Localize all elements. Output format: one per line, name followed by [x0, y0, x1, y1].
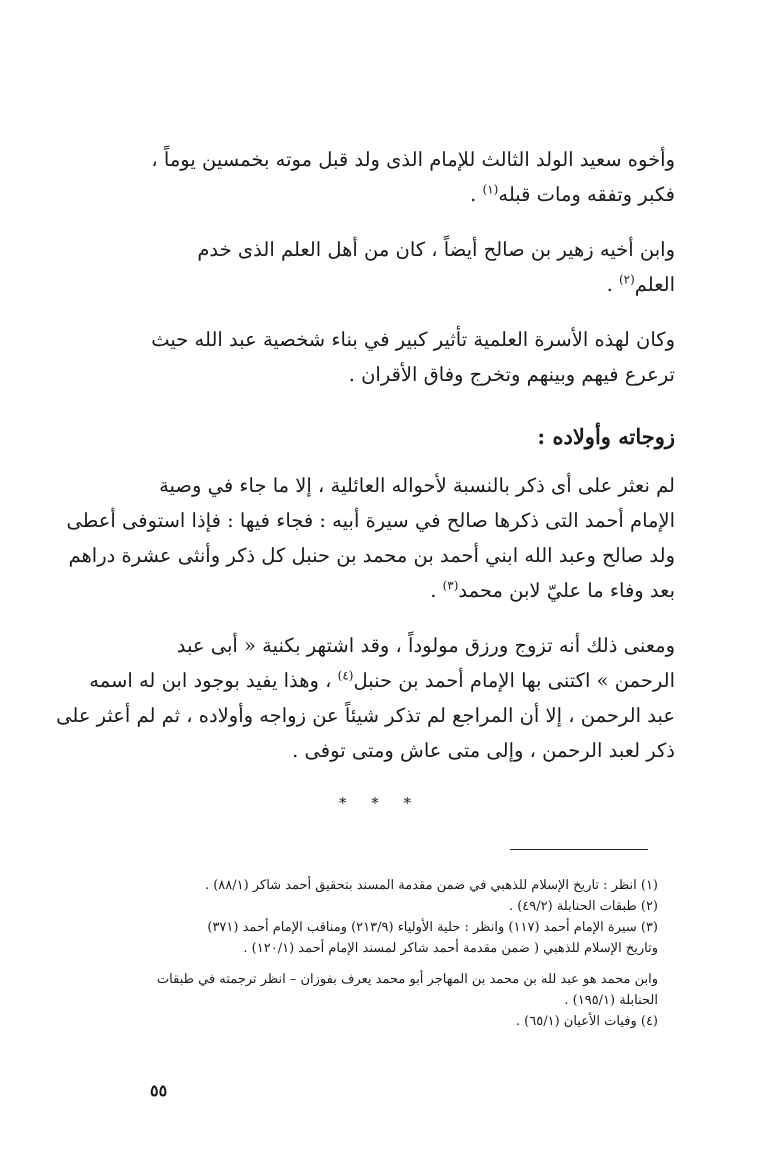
text-run: ، وهذا يفيد بوجود ابن له اسمه: [89, 669, 338, 692]
text-run: العلم: [634, 273, 675, 296]
footnote-3-cont: وتاريخ الإسلام للذهبي ( ضمن مقدمة أحمد شاكر لمسند الإمام أحمد (١٢٠/١) .: [243, 941, 658, 956]
footnotes: [118, 875, 658, 1032]
text-line: عبد الرحمن ، إلا أن المراجع لم تذكر شيئاً عن زواجه وأولاده ، ثم لم أعثر على: [56, 704, 675, 727]
main-text: [56, 142, 675, 788]
text-run: .: [430, 579, 443, 602]
text-line: الإمام أحمد التى ذكرها صالح في سيرة أبيه : فجاء فيها : فإذا استوفى أعطى: [66, 509, 675, 532]
paragraph-will: [66, 468, 675, 608]
footnote-divider: [510, 849, 648, 850]
footnote-3: (٣) سيرة الإمام أحمد (١١٧) وانظر : حلية الأولياء (٢١٣/٩) ومناقب الإمام أحمد (٣٧١): [207, 920, 658, 935]
footnote-ref[interactable]: (١): [482, 182, 499, 197]
text-line: [118, 267, 675, 302]
footnote-ref[interactable]: (٢): [618, 272, 635, 287]
text-run: فكبر وتفقه ومات قبله: [498, 183, 675, 206]
section-separator: * * *: [338, 794, 422, 812]
text-line: [118, 177, 675, 212]
footnote-2: (٢) طبقات الحنابلة (٤٩/٢) .: [508, 899, 658, 914]
paragraph-nephew-zuhair: [118, 232, 675, 302]
text-run: .: [606, 273, 619, 296]
footnote-ref[interactable]: (٤): [337, 668, 354, 683]
text-line: [89, 663, 675, 698]
footnote-1: (١) انظر : تاريخ الإسلام للذهبي في ضمن مقدمة المسند بتحقيق أحمد شاكر (٨٨/١) .: [204, 878, 658, 893]
text-line: ترعرع فيهم وبينهم وتخرج وفاق الأقران .: [348, 363, 675, 386]
section-heading: زوجاته وأولاده :: [537, 424, 675, 449]
text-line: وكان لهذه الأسرة العلمية تأثير كبير في بناء شخصية عبد الله حيث: [151, 328, 675, 351]
text-run: الرحمن » اكتنى بها الإمام أحمد بن حنبل: [353, 669, 675, 692]
text-run: .: [470, 183, 483, 206]
text-line: وابن أخيه زهير بن صالح أيضاً ، كان من أهل العلم الذى خدم: [197, 238, 675, 261]
footnote-ref[interactable]: (٣): [442, 578, 459, 593]
text-run: بعد وفاء ما عليّ لابن محمد: [458, 579, 675, 602]
paragraph-kunya: [56, 628, 675, 768]
text-line: وأخوه سعيد الولد الثالث للإمام الذى ولد قبل موته بخمسين يوماً ،: [151, 148, 675, 171]
text-line: لم نعثر على أى ذكر بالنسبة لأحواله العائلية ، إلا ما جاء في وصية: [159, 474, 675, 497]
footnote-3-note: وابن محمد هو عبد لله بن محمد بن المهاجر أبو محمد يعرف بفوزان – انظر ترجمته في طبقات: [156, 972, 658, 987]
page-number: ٥٥: [150, 1081, 168, 1100]
paragraph-brother-said: [118, 142, 675, 212]
paragraph-family-influence: [118, 322, 675, 392]
text-line: ومعنى ذلك أنه تزوج ورزق مولوداً ، وقد اشتهر بكنية « أبى عبد: [176, 634, 675, 657]
text-line: ولد صالح وعبد الله ابني أحمد بن محمد بن حنبل كل ذكر وأنثى عشرة دراهم: [68, 544, 675, 567]
text-line: ذكر لعبد الرحمن ، وإلى متى عاش ومتى توفى .: [292, 739, 675, 762]
footnote-4: (٤) وفيات الأعيان (٦٥/١) .: [515, 1014, 658, 1029]
text-line: [118, 573, 675, 608]
footnote-3-note-cont: الحنابلة (١٩٥/١) .: [564, 993, 658, 1008]
